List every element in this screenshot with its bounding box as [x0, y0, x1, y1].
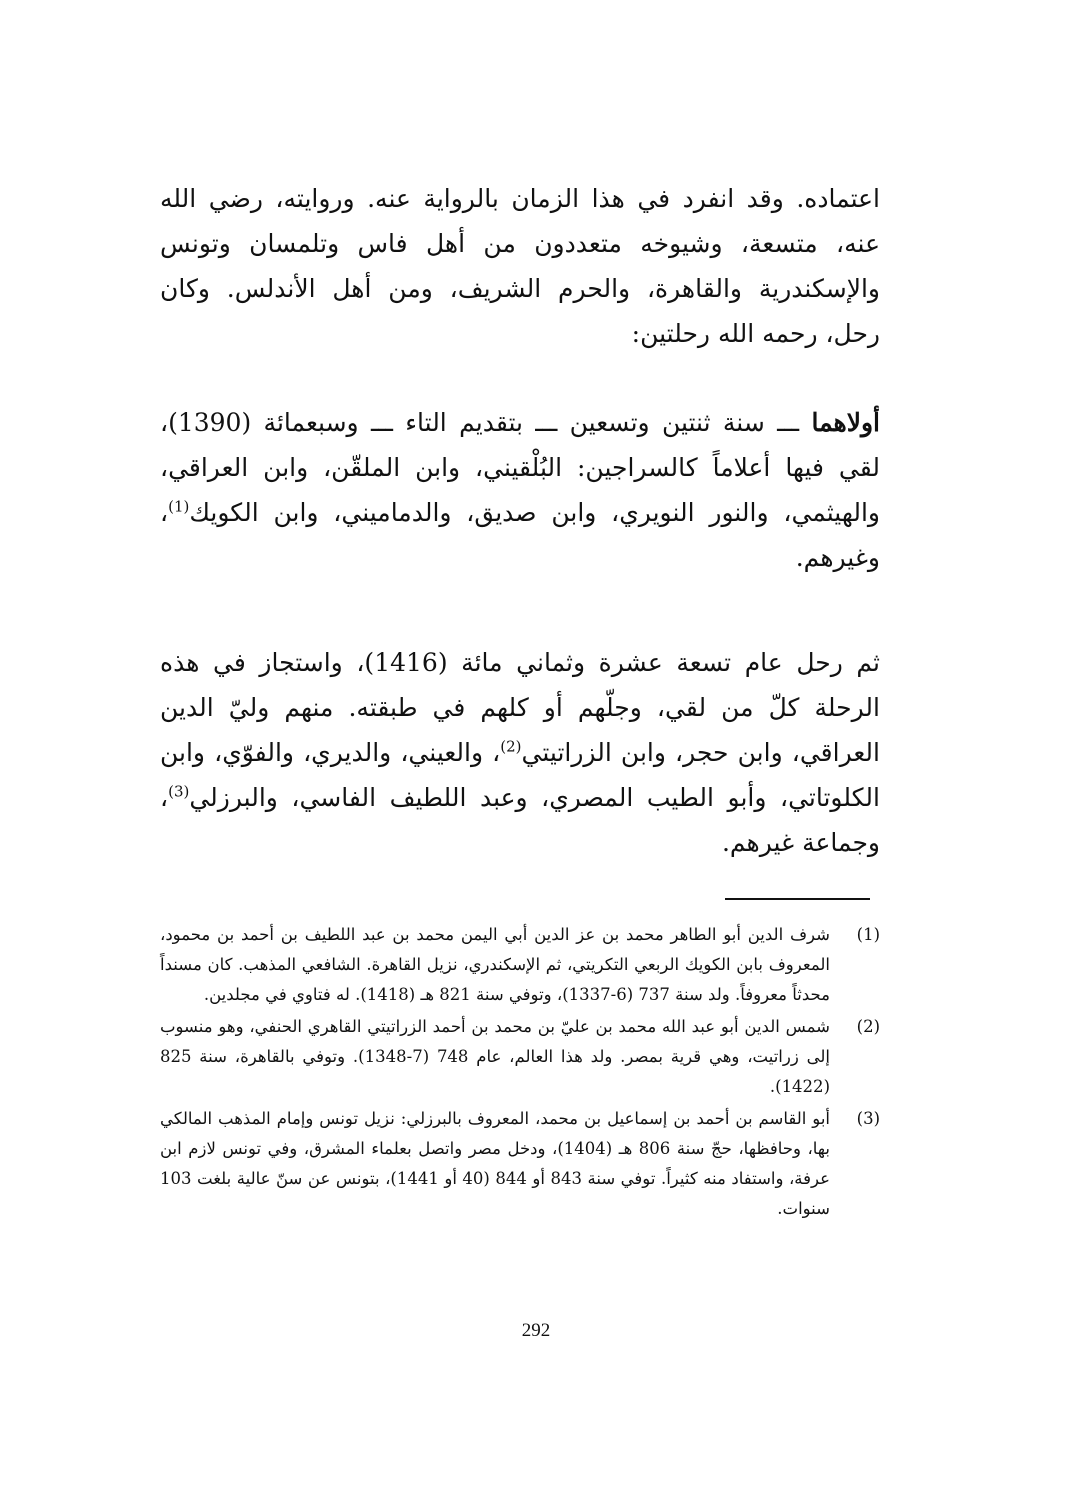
footnote-number: (3)	[856, 1109, 880, 1128]
footnote-number: (2)	[856, 1017, 880, 1036]
paragraph-3-text-c: ، وجماعة غيرهم.	[160, 783, 880, 857]
paragraph-3-text-b: ، والعيني، والديري، والفوّي، وابن الكلوتاتي، وأبو الطيب المصري، وعبد اللطيف الفاسي، والبرزلي	[160, 738, 880, 812]
paragraph-2	[160, 400, 880, 580]
paragraph-3	[160, 640, 880, 865]
footnote-separator	[725, 898, 870, 900]
footnote-text: أبو القاسم بن أحمد بن إسماعيل بن محمد، المعروف بالبرزلي: نزيل تونس وإمام المذهب المالكي بها، وحافظها، حجّ سنة 806 هـ (1404)، ودخل مصر واتصل بعلماء المشرق، وفي تونس لازم ابن عرفة، واستفاد منه كثيراً. توفي سنة 843 أو 844 (40 أو 1441)، بتونس عن سنّ عالية بلغت 103 سنوات.	[160, 1109, 830, 1218]
footnote-ref-1: (1)	[168, 497, 190, 516]
footnote-2	[160, 1012, 880, 1102]
footnote-ref-2: (2)	[500, 737, 522, 756]
paragraph-2-text-a: ـــ سنة ثنتين وتسعين ـــ بتقديم التاء ـــ وسبعمائة (1390)، لقي فيها أعلاماً كالسراجين: البُلْقيني، وابن الملقّن، وابن العراقي، والهيثمي، والنور النويري، وابن صديق، والدماميني، وابن الكويك	[160, 408, 880, 527]
footnote-text: شمس الدين أبو عبد الله محمد بن عليّ بن محمد بن أحمد الزراتيتي القاهري الحنفي، وهو منسوب إلى زراتيت، وهي قرية بمصر. ولد هذا العالم، عام 748 (7-1348). وتوفي بالقاهرة، سنة 825 (1422).	[160, 1017, 830, 1096]
paragraph-1	[160, 176, 880, 356]
footnote-text: شرف الدين أبو الطاهر محمد بن عز الدين أبي اليمن محمد بن عبد اللطيف بن أحمد بن محمود، المعروف بابن الكويك الربعي التكريتي، ثم الإسكندري، نزيل القاهرة. الشافعي المذهب. كان مسنداً محدثاً معروفاً. ولد سنة 737 (6-1337)، وتوفي سنة 821 هـ (1418). له فتاوي في مجلدين.	[160, 925, 830, 1004]
footnote-ref-3: (3)	[168, 782, 190, 801]
footnote-1	[160, 920, 880, 1010]
footnote-3	[160, 1104, 880, 1224]
paragraph-2-text-b: ، وغيرهم.	[160, 498, 880, 572]
paragraph-3-text-a: ثم رحل عام تسعة عشرة وثماني مائة (1416)، واستجاز في هذه الرحلة كلّ من لقي، وجلّهم أو كلهم في طبقته. منهم وليّ الدين العراقي، وابن حجر، وابن الزراتيتي	[160, 648, 880, 767]
footnote-number: (1)	[856, 925, 880, 944]
paragraph-1-text: اعتماده. وقد انفرد في هذا الزمان بالرواية عنه. وروايته، رضي الله عنه، متسعة، وشيوخه متعددون من أهل فاس وتلمسان وتونس والإسكندرية والقاهرة، والحرم الشريف، ومن أهل الأندلس. وكان رحل، رحمه الله رحلتين:	[160, 184, 880, 348]
footnotes	[160, 920, 880, 1226]
paragraph-2-lead: أولاهما	[811, 408, 880, 437]
page-number: 292	[521, 1320, 551, 1341]
